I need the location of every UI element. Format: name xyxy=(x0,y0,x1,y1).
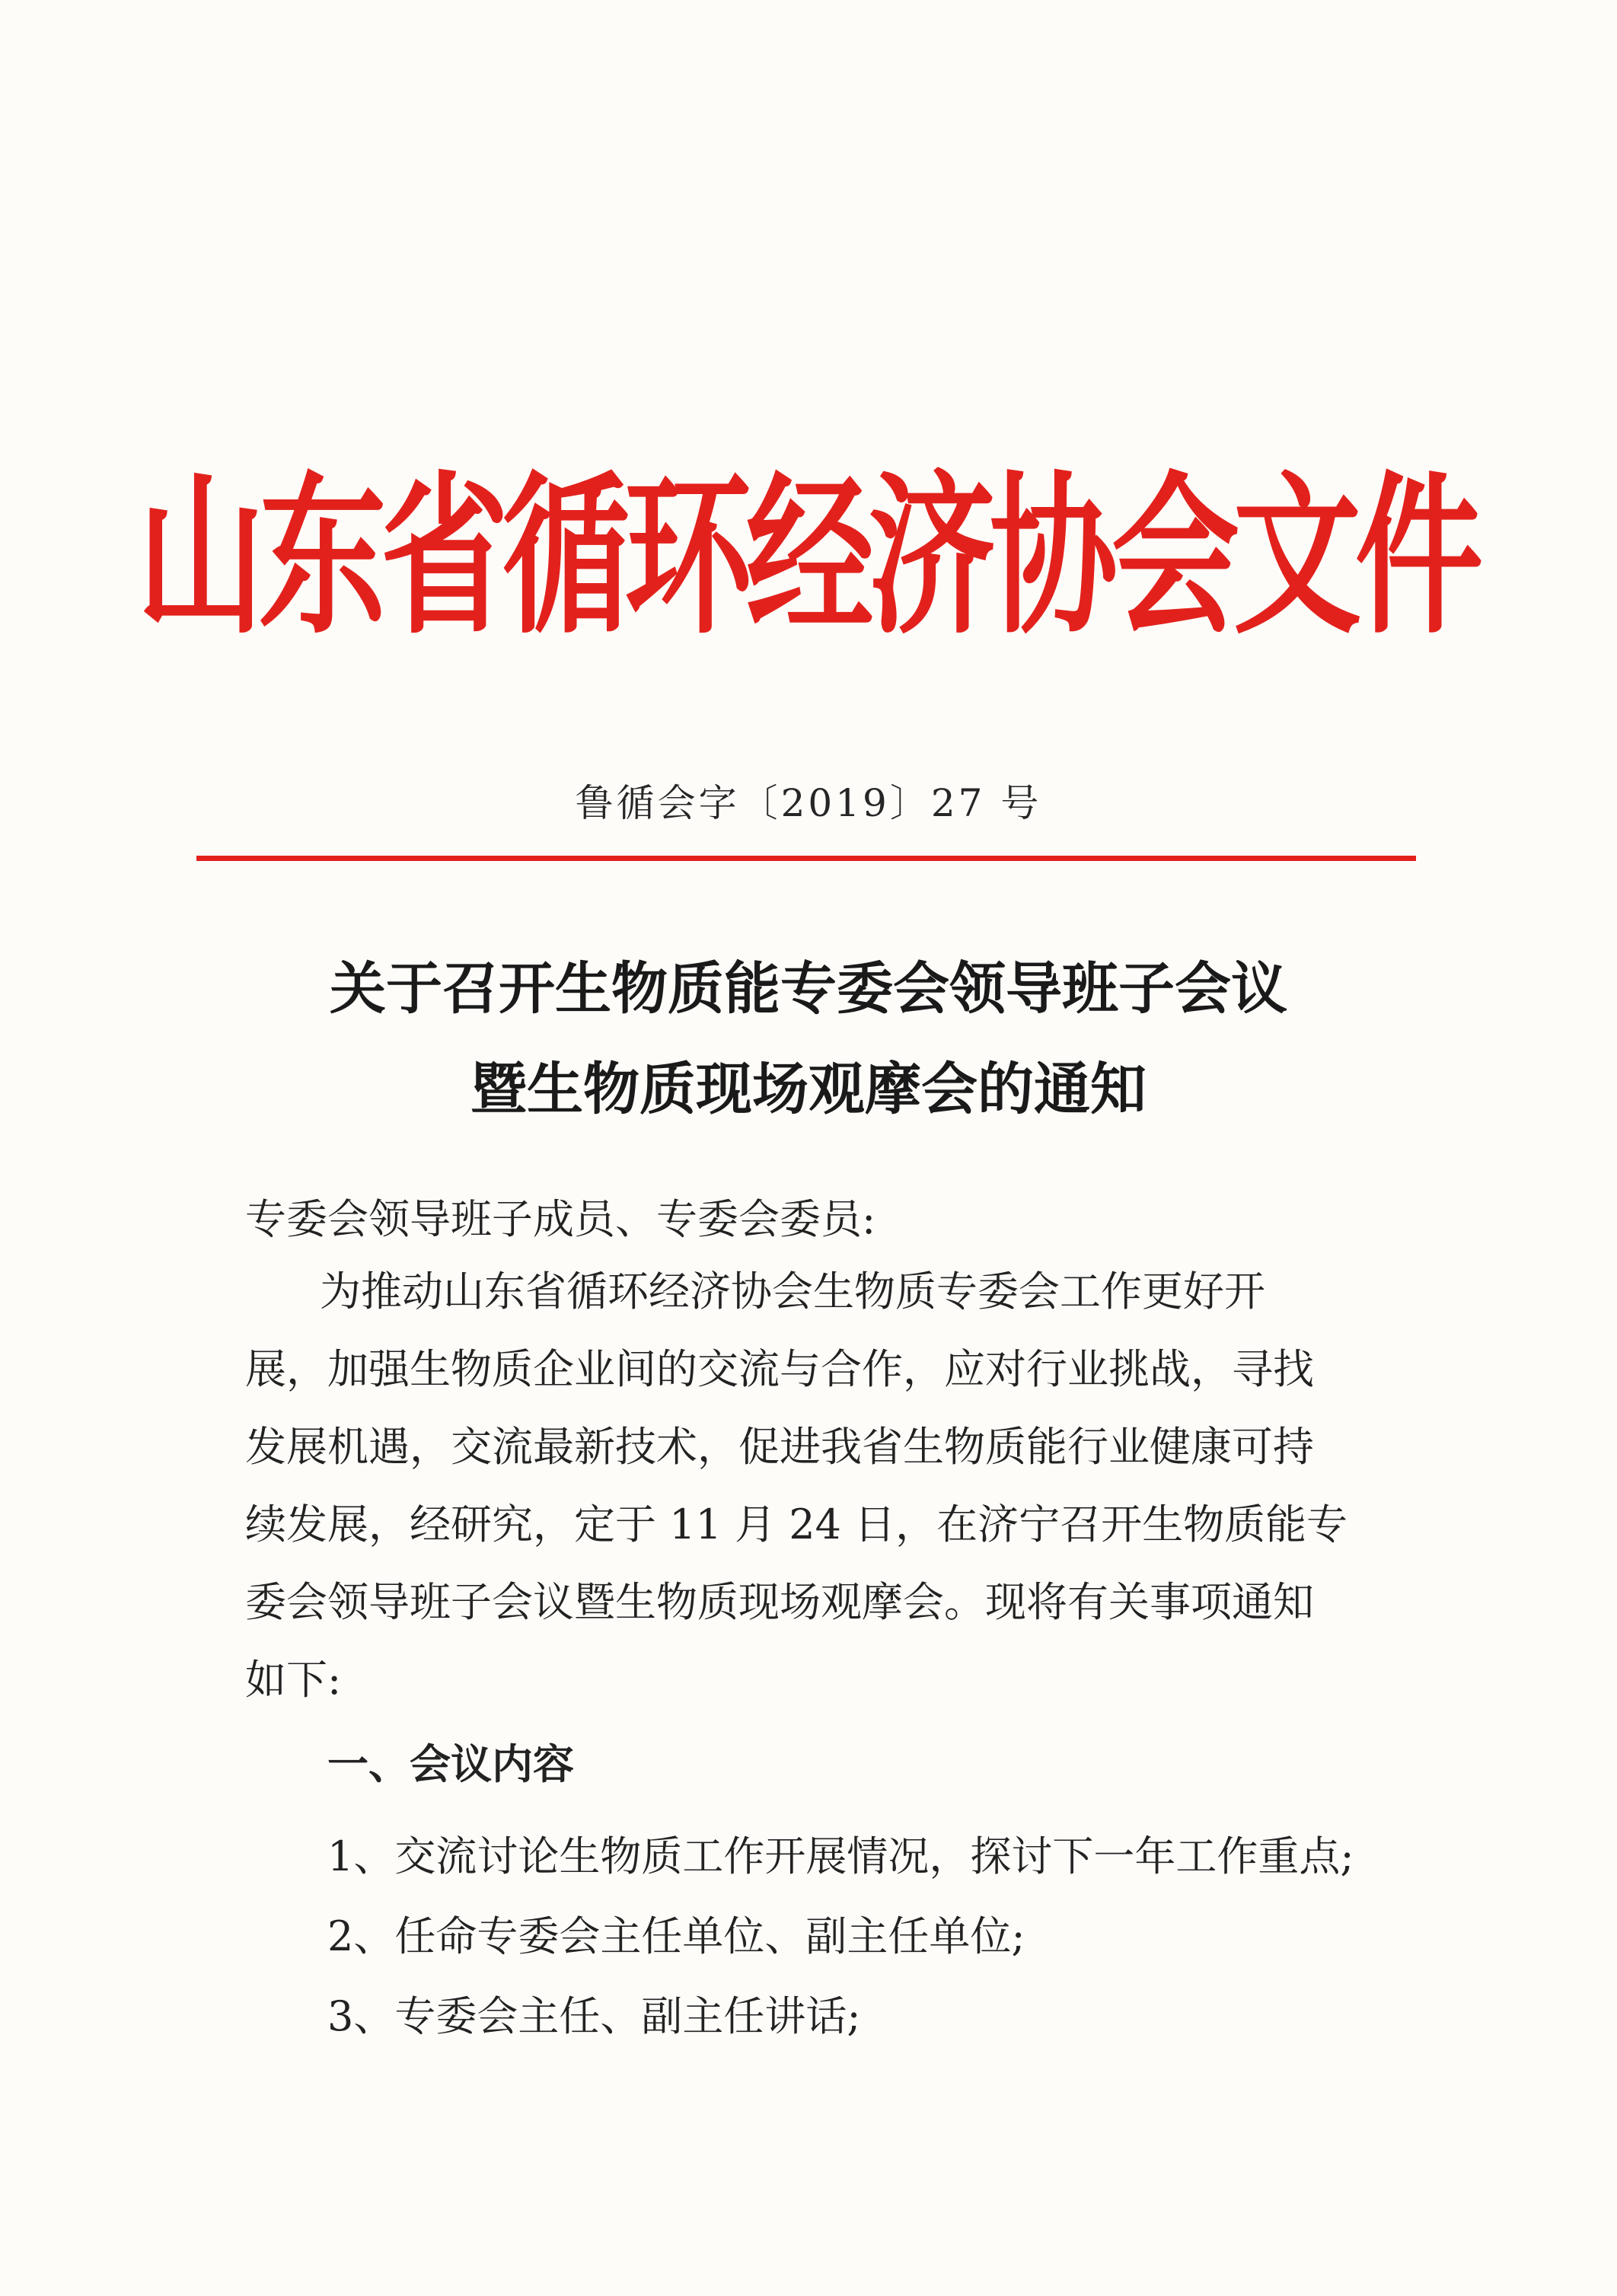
notice-title-line-1: 关于召开生物质能专委会领导班子会议 xyxy=(330,956,1287,1022)
document-number: 鲁循会字〔2019〕27 号 xyxy=(575,781,1042,825)
paragraph-line: 续发展，经研究，定于 11 月 24 日，在济宁召开生物质能专 xyxy=(245,1500,1348,1548)
paragraph-line: 展，加强生物质企业间的交流与合作，应对行业挑战，寻找 xyxy=(245,1345,1314,1393)
list-item: 2、任命专委会主任单位、副主任单位; xyxy=(327,1912,1025,1960)
paragraph-line: 发展机遇，交流最新技术，促进我省生物质能行业健康可持 xyxy=(245,1423,1314,1471)
notice-title-line-2: 暨生物质现场观摩会的通知 xyxy=(470,1057,1147,1122)
section-heading: 一、会议内容 xyxy=(327,1740,574,1788)
paragraph-line: 为推动山东省循环经济协会生物质专委会工作更好开 xyxy=(320,1268,1265,1315)
paragraph-line: 委会领导班子会议暨生物质现场观摩会。现将有关事项通知 xyxy=(245,1578,1314,1626)
salutation: 专委会领导班子成员、专委会委员: xyxy=(245,1195,876,1243)
agency-header-title: 山东省循环经济协会文件 xyxy=(137,454,1477,658)
red-divider-rule xyxy=(196,856,1416,861)
list-item: 1、交流讨论生物质工作开展情况，探讨下一年工作重点; xyxy=(327,1832,1354,1880)
list-item: 3、专委会主任、副主任讲话; xyxy=(327,1992,861,2040)
paragraph-line: 如下: xyxy=(245,1656,342,1704)
